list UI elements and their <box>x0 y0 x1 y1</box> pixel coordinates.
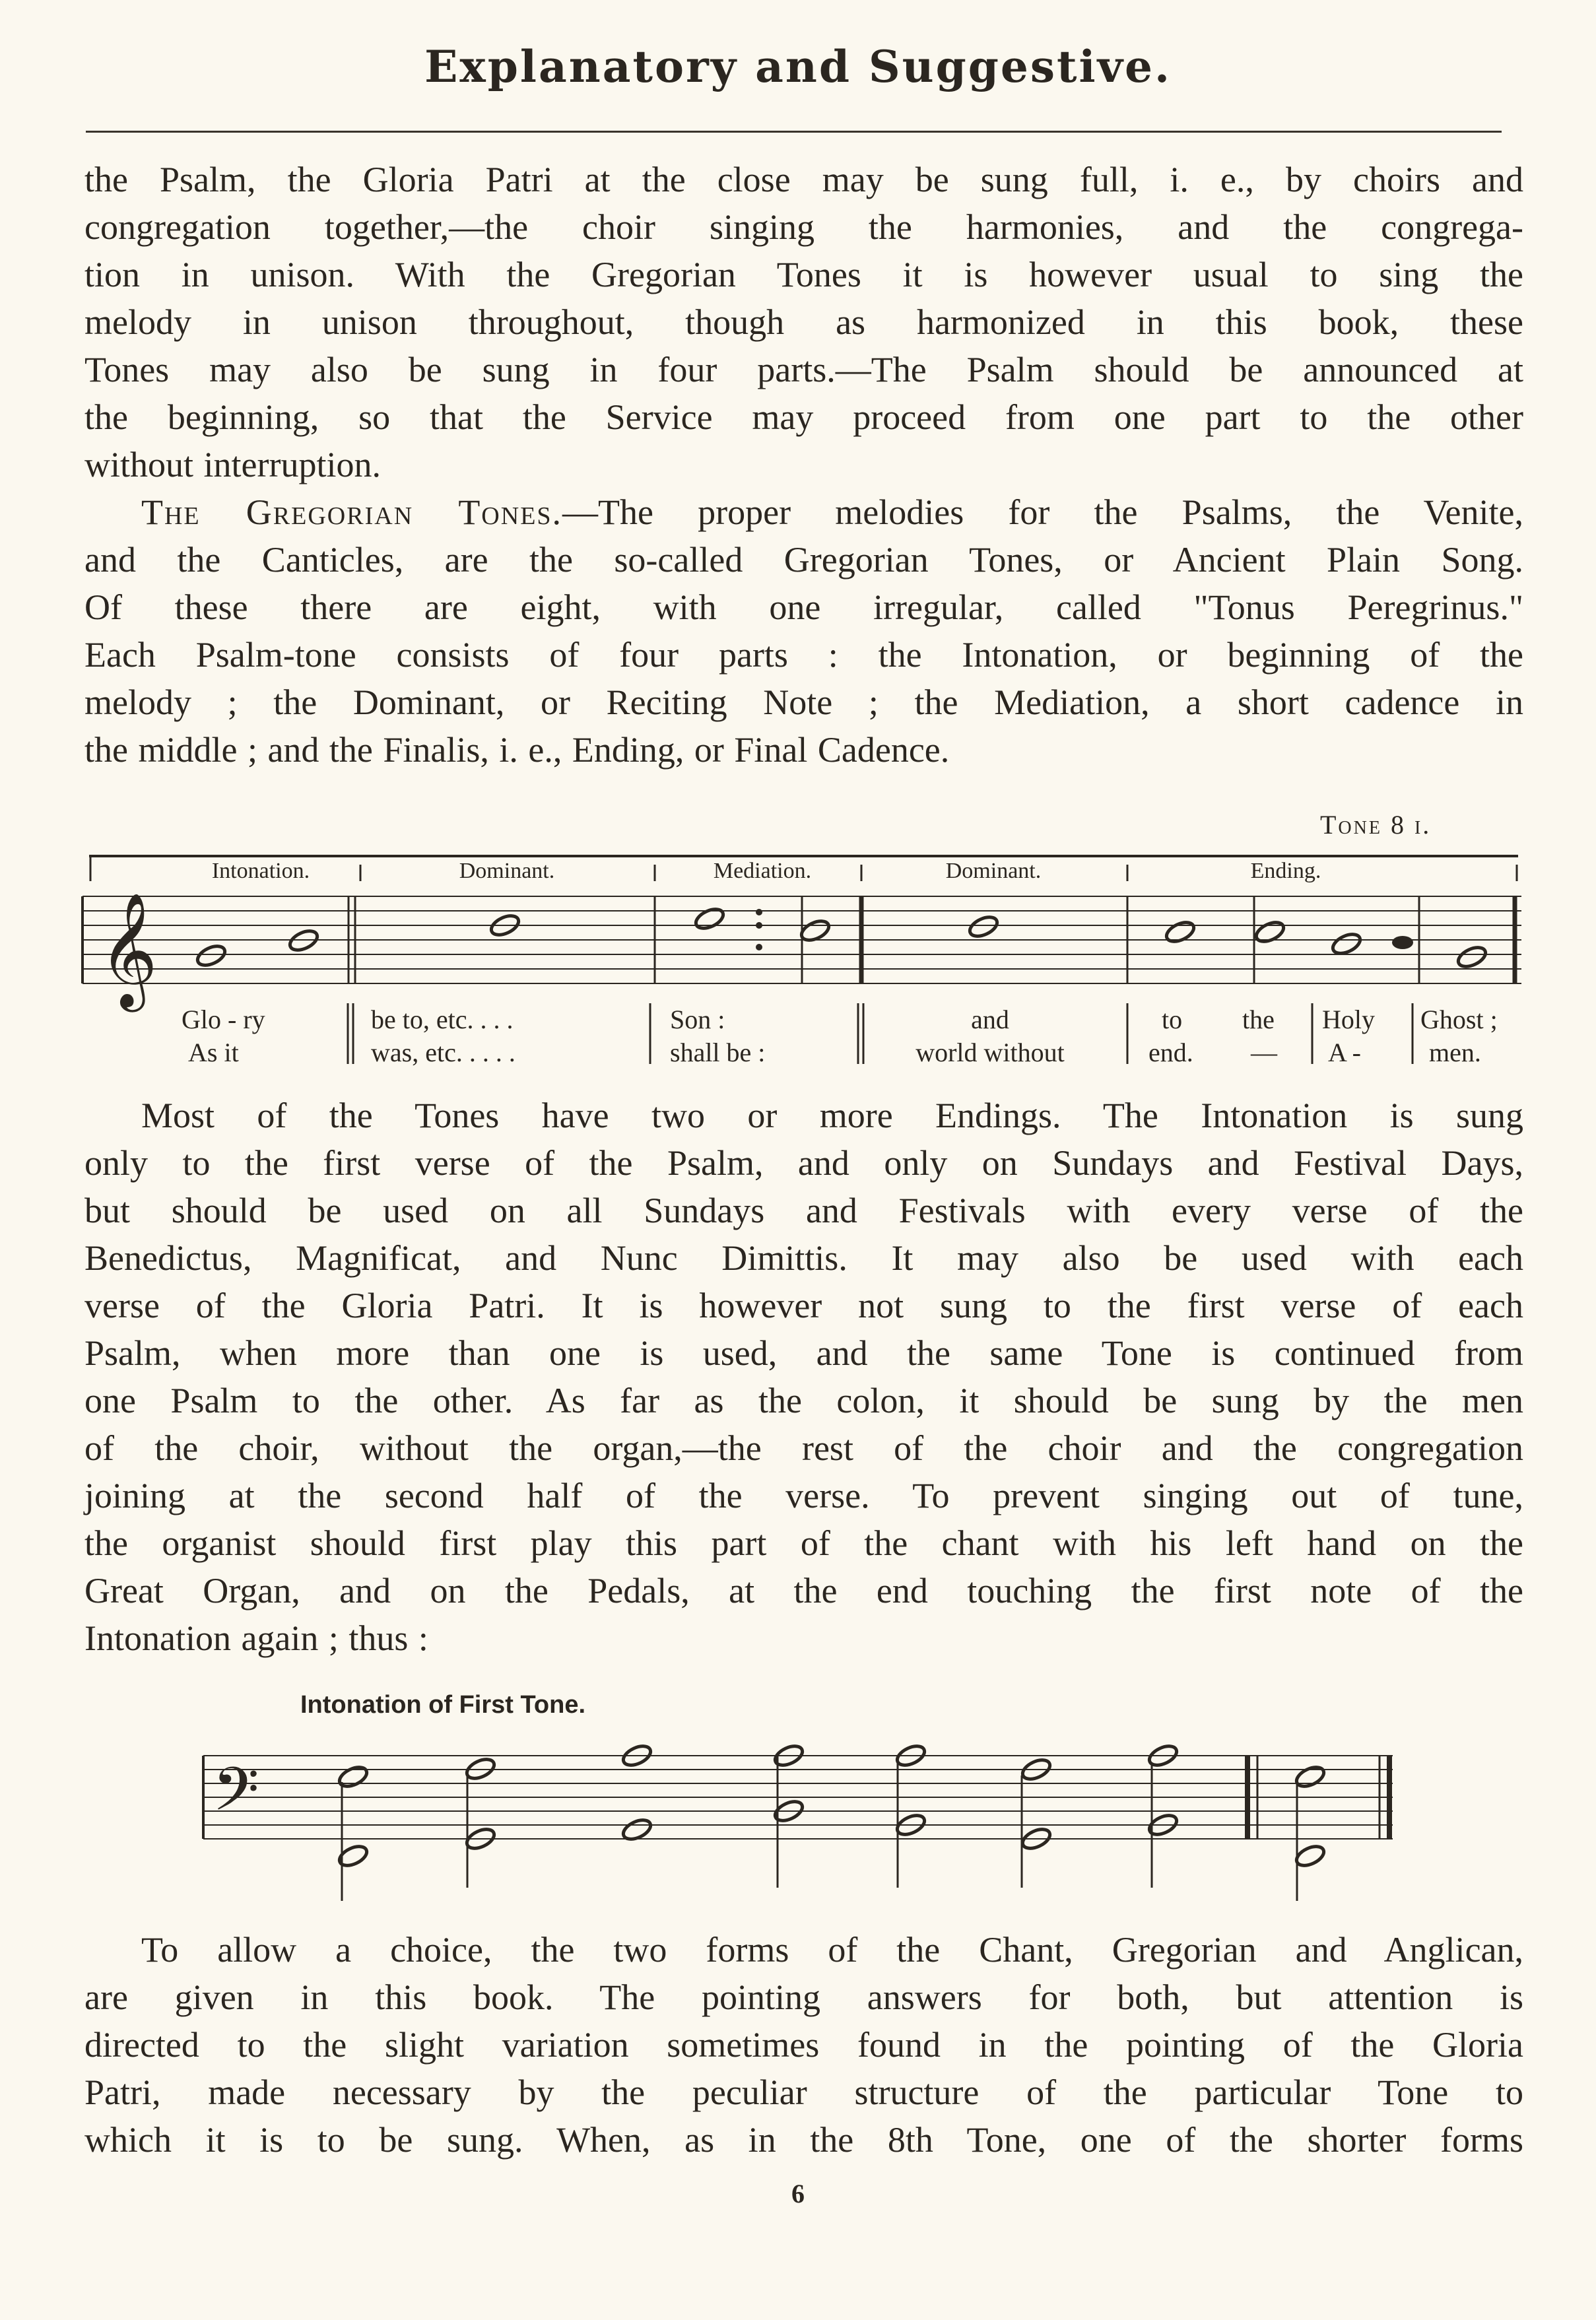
note-heads <box>337 1742 1327 1869</box>
running-head: Explanatory and Suggestive. <box>424 41 1172 92</box>
text-line: which it is to be sung. When, as in the 8th Tone, one of the shorter forms <box>84 2120 1523 2160</box>
text-line: of the choir, without the organ,—the rest of the choir and the congregation <box>84 1428 1523 1468</box>
section-label-dominant-2: Dominant. <box>945 859 1042 883</box>
lyric: — <box>1251 1038 1277 1067</box>
lyric: Glo - ry <box>182 1005 265 1034</box>
section-label-ending: Ending. <box>1250 859 1321 883</box>
treble-clef-icon: 𝄞 <box>99 896 158 1005</box>
text-line: without interruption. <box>84 445 381 484</box>
text-line: Benedictus, Magnificat, and Nunc Dimittis. It may also be used with each <box>84 1238 1523 1278</box>
lyric: end. <box>1148 1038 1193 1067</box>
lyric: Son : <box>670 1005 725 1034</box>
text-line-rest: —The proper melodies for the Psalms, the Venite, <box>562 492 1523 532</box>
lyric: shall be : <box>670 1038 766 1067</box>
text-line: only to the first verse of the Psalm, and only on Sundays and Festival Days, <box>84 1143 1523 1183</box>
text-line: and the Canticles, are the so-called Gregorian Tones, or Ancient Plain Song. <box>84 540 1523 580</box>
lyric: Ghost ; <box>1420 1005 1498 1034</box>
text-line: tion in unison. With the Gregorian Tones it is however usual to sing the <box>84 255 1523 294</box>
text-line: are given in this book. The pointing answers for both, but attention is <box>84 1977 1523 2017</box>
text-line: the Psalm, the Gloria Patri at the close may be sung full, i. e., by choirs and <box>84 160 1523 199</box>
page-number: 6 <box>791 2179 805 2208</box>
section-label-dominant: Dominant. <box>459 859 555 883</box>
text-line: the beginning, so that the Service may proceed from one part to the other <box>84 397 1523 437</box>
text-line: Psalm, when more than one is used, and the same Tone is continued from <box>84 1333 1523 1373</box>
text-line: one Psalm to the other. As far as the colon, it should be sung by the men <box>84 1381 1523 1420</box>
text-line: congregation together,—the choir singing the harmonies, and the congrega- <box>84 207 1523 247</box>
text-line: melody in unison throughout, though as harmonized in this book, these <box>84 302 1523 342</box>
text-line: melody ; the Dominant, or Reciting Note ; the Mediation, a short cadence in <box>84 682 1523 722</box>
lyric: be to, etc. . . . <box>371 1005 514 1034</box>
text-line: Of these there are eight, with one irregular, called "Tonus Peregrinus." <box>84 587 1523 627</box>
paragraph-4 <box>84 1926 1523 2164</box>
text-line: Tones may also be sung in four parts.—The Psalm should be announced at <box>84 350 1523 389</box>
text-line: verse of the Gloria Patri. It is however not sung to the first verse of each <box>84 1286 1523 1325</box>
text-line: the middle ; and the Finalis, i. e., Ending, or Final Cadence. <box>84 730 950 770</box>
text-line: but should be used on all Sundays and Festivals with every verse of the <box>84 1191 1523 1230</box>
section-label-intonation: Intonation. <box>211 859 310 883</box>
bass-clef-icon: 𝄢 <box>213 1757 259 1838</box>
lyric: the <box>1242 1005 1275 1034</box>
lyric: world without <box>915 1038 1065 1067</box>
lyric: As it <box>188 1038 239 1067</box>
text-line: joining at the second half of the verse. To prevent singing out of tune, <box>84 1476 1523 1515</box>
text-line: the organist should first play this part of the chant with his left hand on the <box>84 1523 1523 1563</box>
staff-lines <box>203 1756 1393 1839</box>
lyric: Holy <box>1322 1005 1375 1034</box>
lyric: A - <box>1328 1038 1361 1067</box>
text-line: directed to the slight variation sometimes found in the pointing of the Gloria <box>84 2025 1523 2065</box>
text-line: Intonation again ; thus : <box>84 1618 428 1658</box>
text-line: To allow a choice, the two forms of the Chant, Gregorian and Anglican, <box>141 1930 1523 1970</box>
lyric: to <box>1162 1005 1183 1034</box>
text-line: Patri, made necessary by the peculiar structure of the particular Tone to <box>84 2072 1523 2112</box>
text-line: Each Psalm-tone consists of four parts : the Intonation, or beginning of the <box>84 635 1523 675</box>
section-label-mediation: Mediation. <box>713 859 812 883</box>
tone-label: Tone 8 i. <box>1320 810 1432 840</box>
lyric: and <box>971 1005 1009 1034</box>
section-heading: The Gregorian Tones. <box>141 492 563 532</box>
lyric: men. <box>1429 1038 1481 1067</box>
lyric: was, etc. . . . . <box>371 1038 515 1067</box>
example-caption: Intonation of First Tone. <box>300 1691 586 1719</box>
text-line: Great Organ, and on the Pedals, at the end touching the first note of the <box>84 1571 1523 1610</box>
text-line: Most of the Tones have two or more Endings. The Intonation is sung <box>141 1096 1523 1135</box>
